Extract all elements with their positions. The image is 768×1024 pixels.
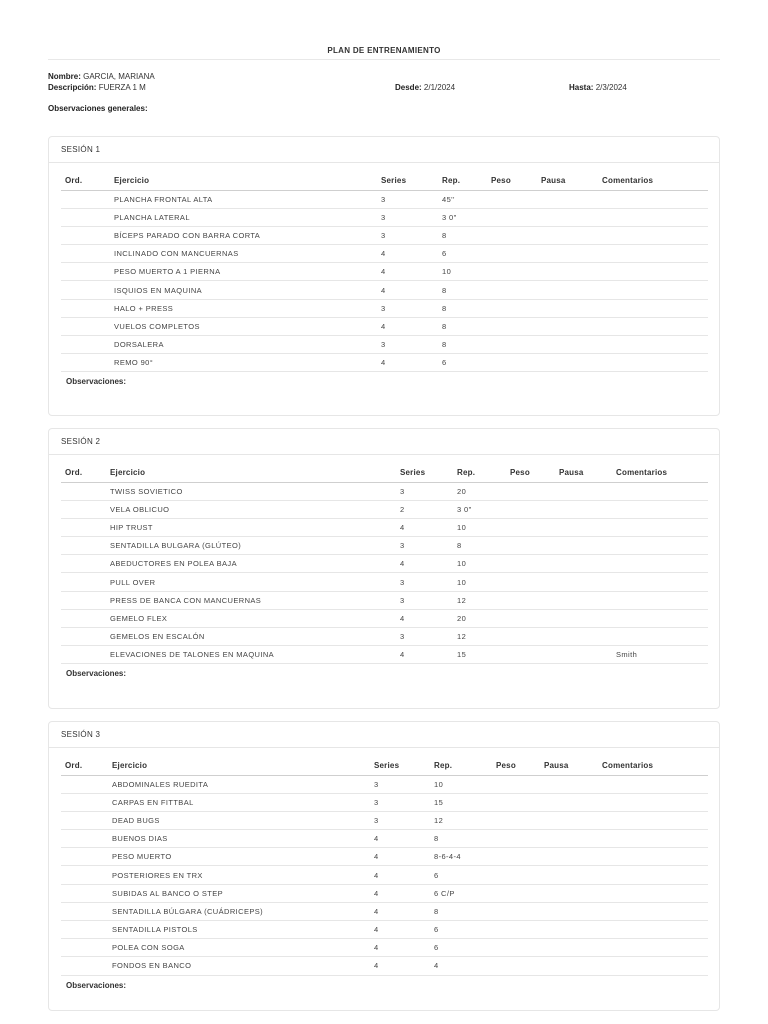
cell-weight: [506, 537, 555, 555]
table-row: [61, 793, 708, 811]
client-name-label: Nombre:: [48, 72, 81, 81]
table-row: [61, 226, 708, 244]
cell-reps: 6: [438, 354, 487, 372]
cell-series: 3: [370, 775, 430, 793]
cell-pause: [555, 573, 612, 591]
cell-weight: [506, 609, 555, 627]
cell-comments: [598, 939, 708, 957]
cell-exercise: PLANCHA FRONTAL ALTA: [110, 190, 377, 208]
cell-weight: [487, 281, 537, 299]
client-name: [48, 72, 155, 81]
cell-pause: [540, 939, 598, 957]
column-header-reps: Rep.: [438, 172, 487, 190]
table-row: [61, 646, 708, 664]
cell-ord: [61, 609, 106, 627]
cell-pause: [537, 208, 598, 226]
cell-ord: [61, 336, 110, 354]
cell-pause: [540, 866, 598, 884]
column-header-ord: Ord.: [61, 464, 106, 482]
cell-series: 4: [377, 354, 438, 372]
column-header-series: Series: [370, 757, 430, 775]
table-row: [61, 555, 708, 573]
cell-weight: [492, 884, 540, 902]
table-row: [61, 299, 708, 317]
table-row: [61, 848, 708, 866]
table-row: [61, 884, 708, 902]
cell-comments: [598, 848, 708, 866]
cell-weight: [487, 354, 537, 372]
cell-reps: 8: [430, 902, 492, 920]
cell-weight: [492, 902, 540, 920]
column-header-series: Series: [396, 464, 453, 482]
cell-ord: [61, 957, 108, 975]
cell-series: 3: [370, 811, 430, 829]
cell-series: 4: [396, 609, 453, 627]
cell-exercise: ISQUIOS EN MAQUINA: [110, 281, 377, 299]
cell-ord: [61, 518, 106, 536]
cell-exercise: PESO MUERTO: [108, 848, 370, 866]
cell-series: 3: [396, 537, 453, 555]
table-header-row: [61, 172, 708, 190]
table-row: [61, 628, 708, 646]
cell-series: 4: [396, 646, 453, 664]
cell-ord: [61, 317, 110, 335]
cell-exercise: REMO 90°: [110, 354, 377, 372]
cell-weight: [506, 646, 555, 664]
cell-reps: 8-6-4-4: [430, 848, 492, 866]
cell-reps: 3 0": [453, 500, 506, 518]
column-header-weight: Peso: [506, 464, 555, 482]
cell-pause: [555, 537, 612, 555]
cell-exercise: PRESS DE BANCA CON MANCUERNAS: [106, 591, 396, 609]
cell-pause: [537, 190, 598, 208]
cell-reps: 12: [430, 811, 492, 829]
table-row: [61, 921, 708, 939]
session-observations-label: Observaciones:: [66, 669, 127, 679]
table-row: [61, 190, 708, 208]
cell-weight: [487, 226, 537, 244]
cell-ord: [61, 939, 108, 957]
cell-exercise: BUENOS DIAS: [108, 830, 370, 848]
cell-pause: [537, 336, 598, 354]
column-header-series: Series: [377, 172, 438, 190]
cell-reps: 8: [438, 336, 487, 354]
cell-reps: 8: [453, 537, 506, 555]
cell-pause: [555, 609, 612, 627]
cell-comments: [598, 245, 708, 263]
cell-exercise: HALO + PRESS: [110, 299, 377, 317]
date-to-label: Hasta:: [569, 83, 594, 92]
cell-exercise: SENTADILLA BÚLGARA (CUÁDRICEPS): [108, 902, 370, 920]
exercise-table: [61, 464, 708, 664]
cell-series: 4: [370, 902, 430, 920]
table-row: [61, 591, 708, 609]
cell-series: 3: [377, 208, 438, 226]
cell-comments: Smith: [612, 646, 708, 664]
table-row: [61, 939, 708, 957]
cell-weight: [506, 555, 555, 573]
cell-weight: [487, 317, 537, 335]
cell-reps: 6: [430, 921, 492, 939]
table-row: [61, 500, 708, 518]
cell-comments: [598, 957, 708, 975]
cell-pause: [540, 848, 598, 866]
cell-ord: [61, 921, 108, 939]
cell-pause: [540, 921, 598, 939]
cell-weight: [506, 573, 555, 591]
cell-pause: [540, 830, 598, 848]
cell-ord: [61, 482, 106, 500]
table-row: [61, 263, 708, 281]
table-row: [61, 245, 708, 263]
cell-comments: [598, 884, 708, 902]
cell-comments: [598, 354, 708, 372]
date-from-label: Desde:: [395, 83, 422, 92]
cell-ord: [61, 902, 108, 920]
column-header-ord: Ord.: [61, 757, 108, 775]
column-header-reps: Rep.: [430, 757, 492, 775]
column-header-weight: Peso: [487, 172, 537, 190]
cell-series: 3: [396, 482, 453, 500]
cell-reps: 8: [438, 299, 487, 317]
cell-comments: [598, 226, 708, 244]
table-row: [61, 830, 708, 848]
cell-series: 3: [396, 628, 453, 646]
cell-comments: [598, 281, 708, 299]
table-row: [61, 957, 708, 975]
cell-reps: 8: [438, 317, 487, 335]
cell-reps: 10: [453, 518, 506, 536]
description-label: Descripción:: [48, 83, 97, 92]
column-header-comments: Comentarios: [612, 464, 708, 482]
date-to: [569, 83, 627, 92]
table-row: [61, 811, 708, 829]
cell-weight: [487, 190, 537, 208]
cell-exercise: SENTADILLA PISTOLS: [108, 921, 370, 939]
cell-pause: [540, 957, 598, 975]
table-row: [61, 775, 708, 793]
cell-comments: [598, 921, 708, 939]
cell-pause: [555, 518, 612, 536]
client-name-value: GARCIA, MARIANA: [83, 72, 155, 81]
session-card: [48, 721, 720, 1011]
date-from: [395, 83, 455, 92]
cell-pause: [537, 281, 598, 299]
cell-weight: [492, 830, 540, 848]
cell-ord: [61, 500, 106, 518]
table-row: [61, 537, 708, 555]
cell-exercise: GEMELOS EN ESCALÓN: [106, 628, 396, 646]
table-header-row: [61, 464, 708, 482]
date-to-value: 2/3/2024: [595, 83, 627, 92]
cell-series: 3: [377, 336, 438, 354]
cell-series: 3: [370, 793, 430, 811]
cell-reps: 15: [430, 793, 492, 811]
cell-exercise: DEAD BUGS: [108, 811, 370, 829]
column-header-comments: Comentarios: [598, 172, 708, 190]
cell-comments: [612, 482, 708, 500]
cell-series: 4: [377, 281, 438, 299]
column-header-exercise: Ejercicio: [108, 757, 370, 775]
cell-series: 4: [370, 848, 430, 866]
cell-comments: [612, 573, 708, 591]
cell-ord: [61, 830, 108, 848]
cell-weight: [487, 263, 537, 281]
cell-ord: [61, 775, 108, 793]
cell-ord: [61, 811, 108, 829]
column-header-pause: Pausa: [537, 172, 598, 190]
cell-ord: [61, 866, 108, 884]
page-title: PLAN DE ENTRENAMIENTO: [48, 40, 720, 60]
cell-weight: [487, 245, 537, 263]
cell-reps: 6: [430, 866, 492, 884]
cell-exercise: PESO MUERTO A 1 PIERNA: [110, 263, 377, 281]
cell-comments: [598, 811, 708, 829]
cell-pause: [537, 354, 598, 372]
cell-reps: 45'': [438, 190, 487, 208]
cell-weight: [492, 921, 540, 939]
cell-pause: [555, 628, 612, 646]
session-title: SESIÓN 3: [49, 722, 719, 748]
column-header-ord: Ord.: [61, 172, 110, 190]
session-observations-label: Observaciones:: [66, 980, 127, 990]
cell-ord: [61, 573, 106, 591]
cell-weight: [487, 336, 537, 354]
cell-pause: [540, 775, 598, 793]
cell-ord: [61, 555, 106, 573]
cell-series: 4: [396, 555, 453, 573]
cell-weight: [506, 591, 555, 609]
cell-series: 4: [377, 317, 438, 335]
cell-reps: 12: [453, 628, 506, 646]
table-row: [61, 336, 708, 354]
cell-comments: [612, 609, 708, 627]
cell-weight: [492, 866, 540, 884]
cell-series: 3: [396, 573, 453, 591]
session-title: SESIÓN 2: [49, 429, 719, 455]
cell-series: 4: [370, 884, 430, 902]
table-row: [61, 208, 708, 226]
cell-reps: 10: [438, 263, 487, 281]
cell-ord: [61, 226, 110, 244]
cell-ord: [61, 628, 106, 646]
table-row: [61, 482, 708, 500]
cell-weight: [492, 957, 540, 975]
cell-comments: [598, 190, 708, 208]
cell-reps: 6: [438, 245, 487, 263]
cell-exercise: TWISS SOVIETICO: [106, 482, 396, 500]
cell-series: 4: [370, 866, 430, 884]
cell-comments: [612, 537, 708, 555]
column-header-exercise: Ejercicio: [110, 172, 377, 190]
table-row: [61, 281, 708, 299]
cell-comments: [598, 336, 708, 354]
cell-weight: [506, 482, 555, 500]
plan-description: [48, 83, 146, 92]
cell-pause: [555, 500, 612, 518]
cell-series: 3: [377, 226, 438, 244]
cell-exercise: INCLINADO CON MANCUERNAS: [110, 245, 377, 263]
cell-pause: [537, 226, 598, 244]
cell-weight: [492, 848, 540, 866]
cell-comments: [612, 518, 708, 536]
cell-comments: [598, 775, 708, 793]
cell-exercise: FONDOS EN BANCO: [108, 957, 370, 975]
cell-exercise: CARPAS EN FITTBAL: [108, 793, 370, 811]
cell-pause: [537, 245, 598, 263]
table-header-row: [61, 757, 708, 775]
cell-reps: 8: [438, 281, 487, 299]
cell-exercise: SUBIDAS AL BANCO O STEP: [108, 884, 370, 902]
cell-pause: [540, 793, 598, 811]
cell-exercise: POSTERIORES EN TRX: [108, 866, 370, 884]
table-row: [61, 354, 708, 372]
cell-reps: 15: [453, 646, 506, 664]
cell-exercise: ABEDUCTORES EN POLEA BAJA: [106, 555, 396, 573]
cell-reps: 6: [430, 939, 492, 957]
cell-series: 3: [396, 591, 453, 609]
cell-comments: [598, 793, 708, 811]
cell-ord: [61, 281, 110, 299]
table-row: [61, 518, 708, 536]
cell-ord: [61, 591, 106, 609]
cell-ord: [61, 208, 110, 226]
description-value: FUERZA 1 M: [98, 83, 146, 92]
cell-comments: [612, 555, 708, 573]
cell-pause: [555, 591, 612, 609]
cell-weight: [506, 518, 555, 536]
cell-weight: [492, 939, 540, 957]
cell-comments: [612, 500, 708, 518]
general-observations: [48, 104, 148, 113]
column-header-exercise: Ejercicio: [106, 464, 396, 482]
cell-comments: [598, 830, 708, 848]
cell-weight: [492, 775, 540, 793]
cell-exercise: BÍCEPS PARADO CON BARRA CORTA: [110, 226, 377, 244]
cell-pause: [555, 646, 612, 664]
cell-series: 4: [370, 921, 430, 939]
cell-pause: [537, 263, 598, 281]
cell-series: 4: [377, 245, 438, 263]
cell-pause: [537, 317, 598, 335]
cell-exercise: ELEVACIONES DE TALONES EN MAQUINA: [106, 646, 396, 664]
cell-weight: [506, 500, 555, 518]
cell-reps: 10: [430, 775, 492, 793]
cell-ord: [61, 646, 106, 664]
table-row: [61, 902, 708, 920]
column-header-pause: Pausa: [540, 757, 598, 775]
cell-ord: [61, 245, 110, 263]
cell-exercise: POLEA CON SOGA: [108, 939, 370, 957]
cell-series: 4: [370, 830, 430, 848]
column-header-weight: Peso: [492, 757, 540, 775]
cell-series: 4: [370, 939, 430, 957]
cell-series: 4: [370, 957, 430, 975]
cell-reps: 8: [438, 226, 487, 244]
cell-ord: [61, 263, 110, 281]
column-header-comments: Comentarios: [598, 757, 708, 775]
cell-series: 2: [396, 500, 453, 518]
cell-series: 4: [396, 518, 453, 536]
cell-ord: [61, 884, 108, 902]
cell-series: 3: [377, 299, 438, 317]
cell-pause: [537, 299, 598, 317]
cell-exercise: GEMELO FLEX: [106, 609, 396, 627]
cell-reps: 12: [453, 591, 506, 609]
cell-comments: [598, 902, 708, 920]
cell-comments: [612, 628, 708, 646]
cell-reps: 20: [453, 609, 506, 627]
cell-pause: [540, 811, 598, 829]
cell-exercise: PULL OVER: [106, 573, 396, 591]
cell-weight: [487, 208, 537, 226]
exercise-table: [61, 757, 708, 976]
cell-exercise: SENTADILLA BULGARA (GLÚTEO): [106, 537, 396, 555]
cell-exercise: PLANCHA LATERAL: [110, 208, 377, 226]
cell-comments: [598, 208, 708, 226]
cell-reps: 10: [453, 573, 506, 591]
cell-exercise: VELA OBLICUO: [106, 500, 396, 518]
cell-pause: [540, 884, 598, 902]
session-card: [48, 136, 720, 416]
cell-weight: [506, 628, 555, 646]
cell-exercise: DORSALERA: [110, 336, 377, 354]
cell-comments: [598, 866, 708, 884]
cell-reps: 4: [430, 957, 492, 975]
session-observations-label: Observaciones:: [66, 377, 127, 387]
cell-comments: [598, 317, 708, 335]
exercise-table: [61, 172, 708, 372]
cell-series: 3: [377, 190, 438, 208]
cell-pause: [555, 555, 612, 573]
cell-pause: [555, 482, 612, 500]
session-title: SESIÓN 1: [49, 137, 719, 163]
cell-comments: [612, 591, 708, 609]
cell-series: 4: [377, 263, 438, 281]
cell-ord: [61, 537, 106, 555]
cell-weight: [487, 299, 537, 317]
column-header-reps: Rep.: [453, 464, 506, 482]
session-card: [48, 428, 720, 709]
table-row: [61, 573, 708, 591]
cell-comments: [598, 299, 708, 317]
cell-reps: 6 C/P: [430, 884, 492, 902]
cell-reps: 10: [453, 555, 506, 573]
column-header-pause: Pausa: [555, 464, 612, 482]
cell-exercise: VUELOS COMPLETOS: [110, 317, 377, 335]
cell-weight: [492, 811, 540, 829]
cell-reps: 8: [430, 830, 492, 848]
date-from-value: 2/1/2024: [423, 83, 456, 92]
cell-ord: [61, 299, 110, 317]
table-row: [61, 317, 708, 335]
cell-weight: [492, 793, 540, 811]
cell-ord: [61, 793, 108, 811]
cell-pause: [540, 902, 598, 920]
cell-reps: 20: [453, 482, 506, 500]
cell-ord: [61, 190, 110, 208]
cell-ord: [61, 848, 108, 866]
cell-reps: 3 0": [438, 208, 487, 226]
general-observations-label: Observaciones generales:: [48, 104, 148, 113]
cell-comments: [598, 263, 708, 281]
table-row: [61, 609, 708, 627]
cell-exercise: HIP TRUST: [106, 518, 396, 536]
cell-exercise: ABDOMINALES RUEDITA: [108, 775, 370, 793]
cell-ord: [61, 354, 110, 372]
table-row: [61, 866, 708, 884]
